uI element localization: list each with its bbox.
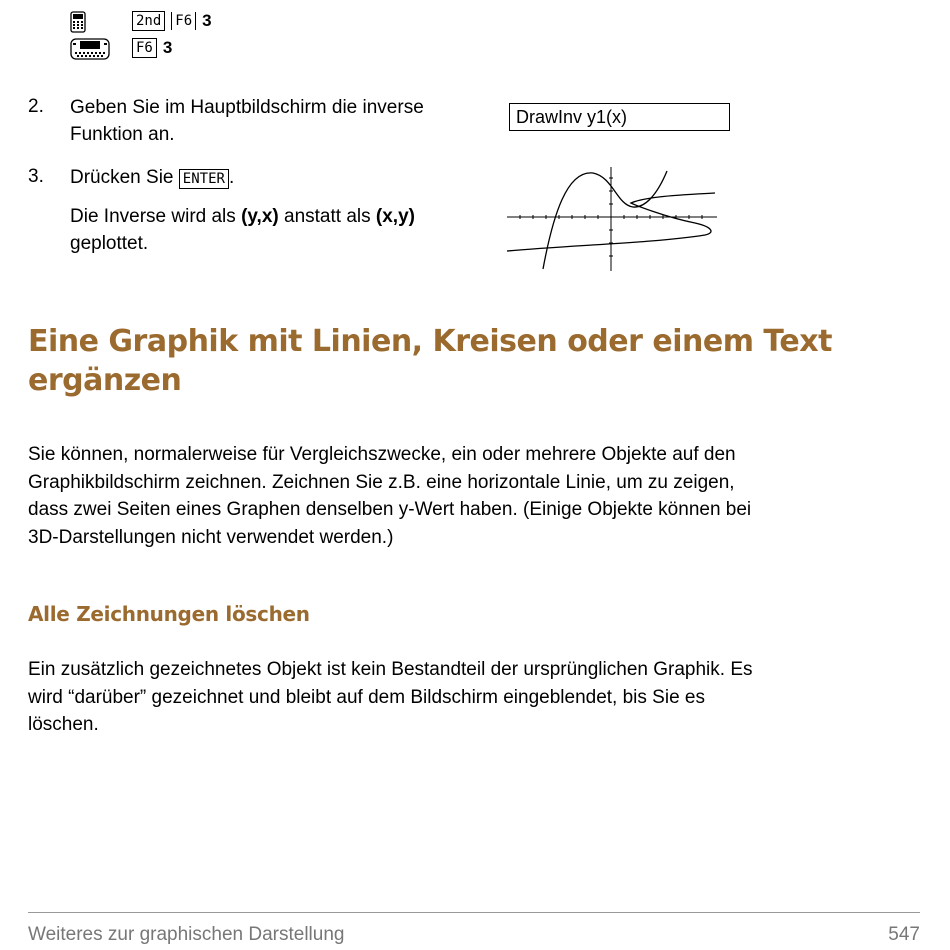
step-line: Geben Sie im Hauptbildschirm die inverse [70, 97, 424, 118]
note-bold: (x,y) [375, 206, 415, 227]
function-curve [543, 171, 667, 269]
key-enter: ENTER [179, 169, 229, 189]
clear-paragraph [28, 656, 913, 739]
calculator-entry-line: DrawInv y1(x) [509, 103, 730, 131]
subsection-title: Alle Zeichnungen löschen [28, 602, 310, 626]
key-suffix: 3 [162, 38, 173, 57]
footer-divider [28, 912, 920, 913]
key-2nd: 2nd [132, 11, 165, 31]
paragraph-line: Graphikbildschirm zeichnen. Zeichnen Sie z.B. eine horizontale Linie, um zu zeigen, [28, 471, 735, 493]
page-number: 547 [888, 924, 920, 945]
step-text [70, 94, 424, 148]
step-number: 2. [28, 96, 44, 117]
note-part: anstatt als [278, 206, 376, 227]
voyage200-keyboard-icon [70, 38, 110, 65]
paragraph-line: 3D-Darstellungen nicht verwendet werden.) [28, 526, 394, 548]
step-line: Funktion an. [70, 124, 175, 145]
step-number: 3. [28, 166, 44, 187]
note-line: geplottet. [70, 233, 149, 254]
paragraph-line: dass zwei Seiten eines Graphen denselben y-Wert haben. (Einige Objekte können bei [28, 499, 752, 520]
key-sequence [132, 11, 212, 31]
step-text-before: Drücken Sie [70, 167, 179, 188]
key-sequence [132, 38, 172, 58]
intro-paragraph [28, 441, 913, 551]
footer-title: Weiteres zur graphischen Darstellung [28, 924, 345, 945]
section-title-line: Eine Graphik mit Linien, Kreisen oder einem Text [28, 324, 832, 359]
paragraph-line: wird “darüber” gezeichnet und bleibt auf dem Bildschirm eingeblendet, bis Sie es [28, 686, 705, 708]
ti89-calculator-icon [70, 11, 86, 38]
key-suffix: 3 [202, 11, 212, 30]
paragraph-line: Sie können, normalerweise für Vergleichszwecke, ein oder mehrere Objekte auf den [28, 444, 736, 465]
key-f6: F6 [171, 12, 196, 30]
note-text [70, 203, 415, 257]
key-f6: F6 [132, 38, 157, 58]
section-title [28, 322, 928, 400]
step-text [70, 164, 234, 191]
note-bold: (y,x) [241, 206, 279, 227]
step-text-after: . [228, 167, 235, 188]
graph-screen [505, 165, 720, 273]
section-title-line: ergänzen [28, 363, 182, 398]
paragraph-line: löschen. [28, 714, 99, 735]
note-part: Die Inverse wird als [70, 206, 242, 227]
paragraph-line: Ein zusätzlich gezeichnetes Objekt ist kein Bestandteil der ursprünglichen Graphik. Es [28, 659, 753, 680]
